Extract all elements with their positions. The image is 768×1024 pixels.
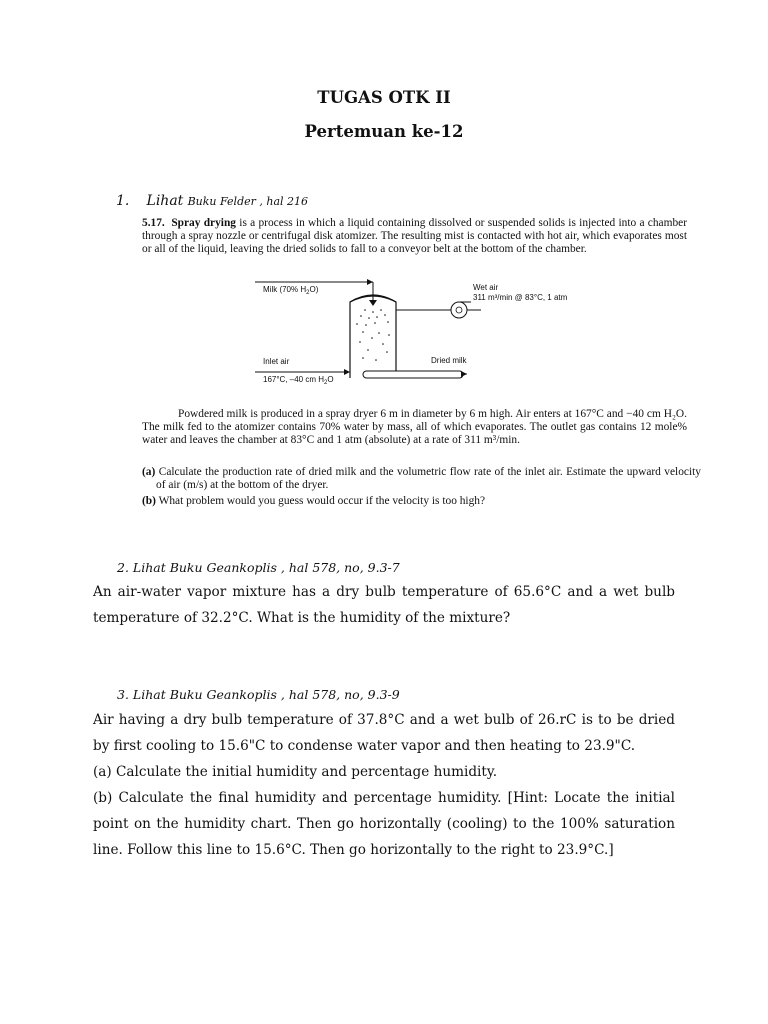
scan-body: Powdered milk is produced in a spray dryer 6 m in diameter by 6 m high. Air enters at 167°C and −40 cm H₂O. The milk fed to the atomizer contains 70% water by mass, all of which evaporates. The outlet gas contains 12 mole% water and leaves the chamber at 83°C and 1 atm (absolute) at a rate of 311 m³/min. [142,408,687,446]
spray-mist [356,309,390,361]
dried-milk-label: Dried milk [431,356,467,365]
blower-icon [451,302,467,318]
wet-air-label: Wet air [473,283,499,292]
problem3-body [93,708,675,863]
problem3-part-a: (a) Calculate the initial humidity and percentage humidity. [93,763,498,780]
scan-part-a [142,466,701,492]
scan-problem-id: 5.17. [142,217,165,229]
problem3-text: Air having a dry bulb temperature of 37.8°C and a wet bulb of 26.rC is to be dried by first cooling to 15.6"C to condense water vapor and then heating to 23.9"C. [93,712,675,754]
problem1-number: 1. [116,193,130,209]
scan-intro [142,217,687,256]
problem1-lead: Lihat [146,193,184,209]
scan-part-b [142,495,701,508]
scan-part-b-text: What problem would you guess would occur if the velocity is too high? [158,495,486,507]
inlet-air-conditions: 167°C, –40 cm $H_2O$ [263,375,334,386]
spray-dryer-diagram [255,278,595,388]
milk-label: Milk (70% $H_2O$) [263,285,319,296]
wet-air-flow: 311 m³/min @ 83°C, 1 atm [473,293,568,302]
scan-intro-text: is a process in which a liquid containing dissolved or suspended solids is injected into a chamber through a spray nozzle or centrifugal disk atomizer. The resulting mist is contacted with hot air, which evaporates most or all of the liquid, leaving the dried solids to fall to a conveyor belt at the bottom of the chamber. [142,217,687,255]
problem3-reference: 3. Lihat Buku Geankoplis , hal 578, no, 9.3-9 [117,687,400,702]
conveyor-belt [363,371,463,378]
problem1-source: Buku Felder , hal 216 [187,195,309,208]
scan-term: Spray drying [171,217,236,229]
document-subtitle: Pertemuan ke-12 [304,122,464,141]
problem1-reference [116,193,308,209]
problem2-reference: 2. Lihat Buku Geankoplis , hal 578, no, 9.3-7 [117,560,400,575]
scan-part-a-text: Calculate the production rate of dried milk and the volumetric flow rate of the inlet air. Estimate the upward velocity of air (m/s) at the bottom of the dryer. [156,466,701,491]
inlet-air-label: Inlet air [263,357,290,366]
problem3-part-b: (b) Calculate the final humidity and percentage humidity. [Hint: Locate the initial point on the humidity chart. Then go horizontally (cooling) to the 100% saturation line. Follow this line to 15.6°C. Then go horizontally to the right to 23.9°C.] [93,789,675,858]
problem2-text: An air-water vapor mixture has a dry bulb temperature of 65.6°C and a wet bulb temperature of 32.2°C. What is the humidity of the mixture? [93,584,675,626]
document-title: TUGAS OTK II [317,88,451,107]
scan-part-b-label: (b) [142,495,156,507]
scan-part-a-label: (a) [142,466,156,478]
nozzle-icon [369,300,377,306]
